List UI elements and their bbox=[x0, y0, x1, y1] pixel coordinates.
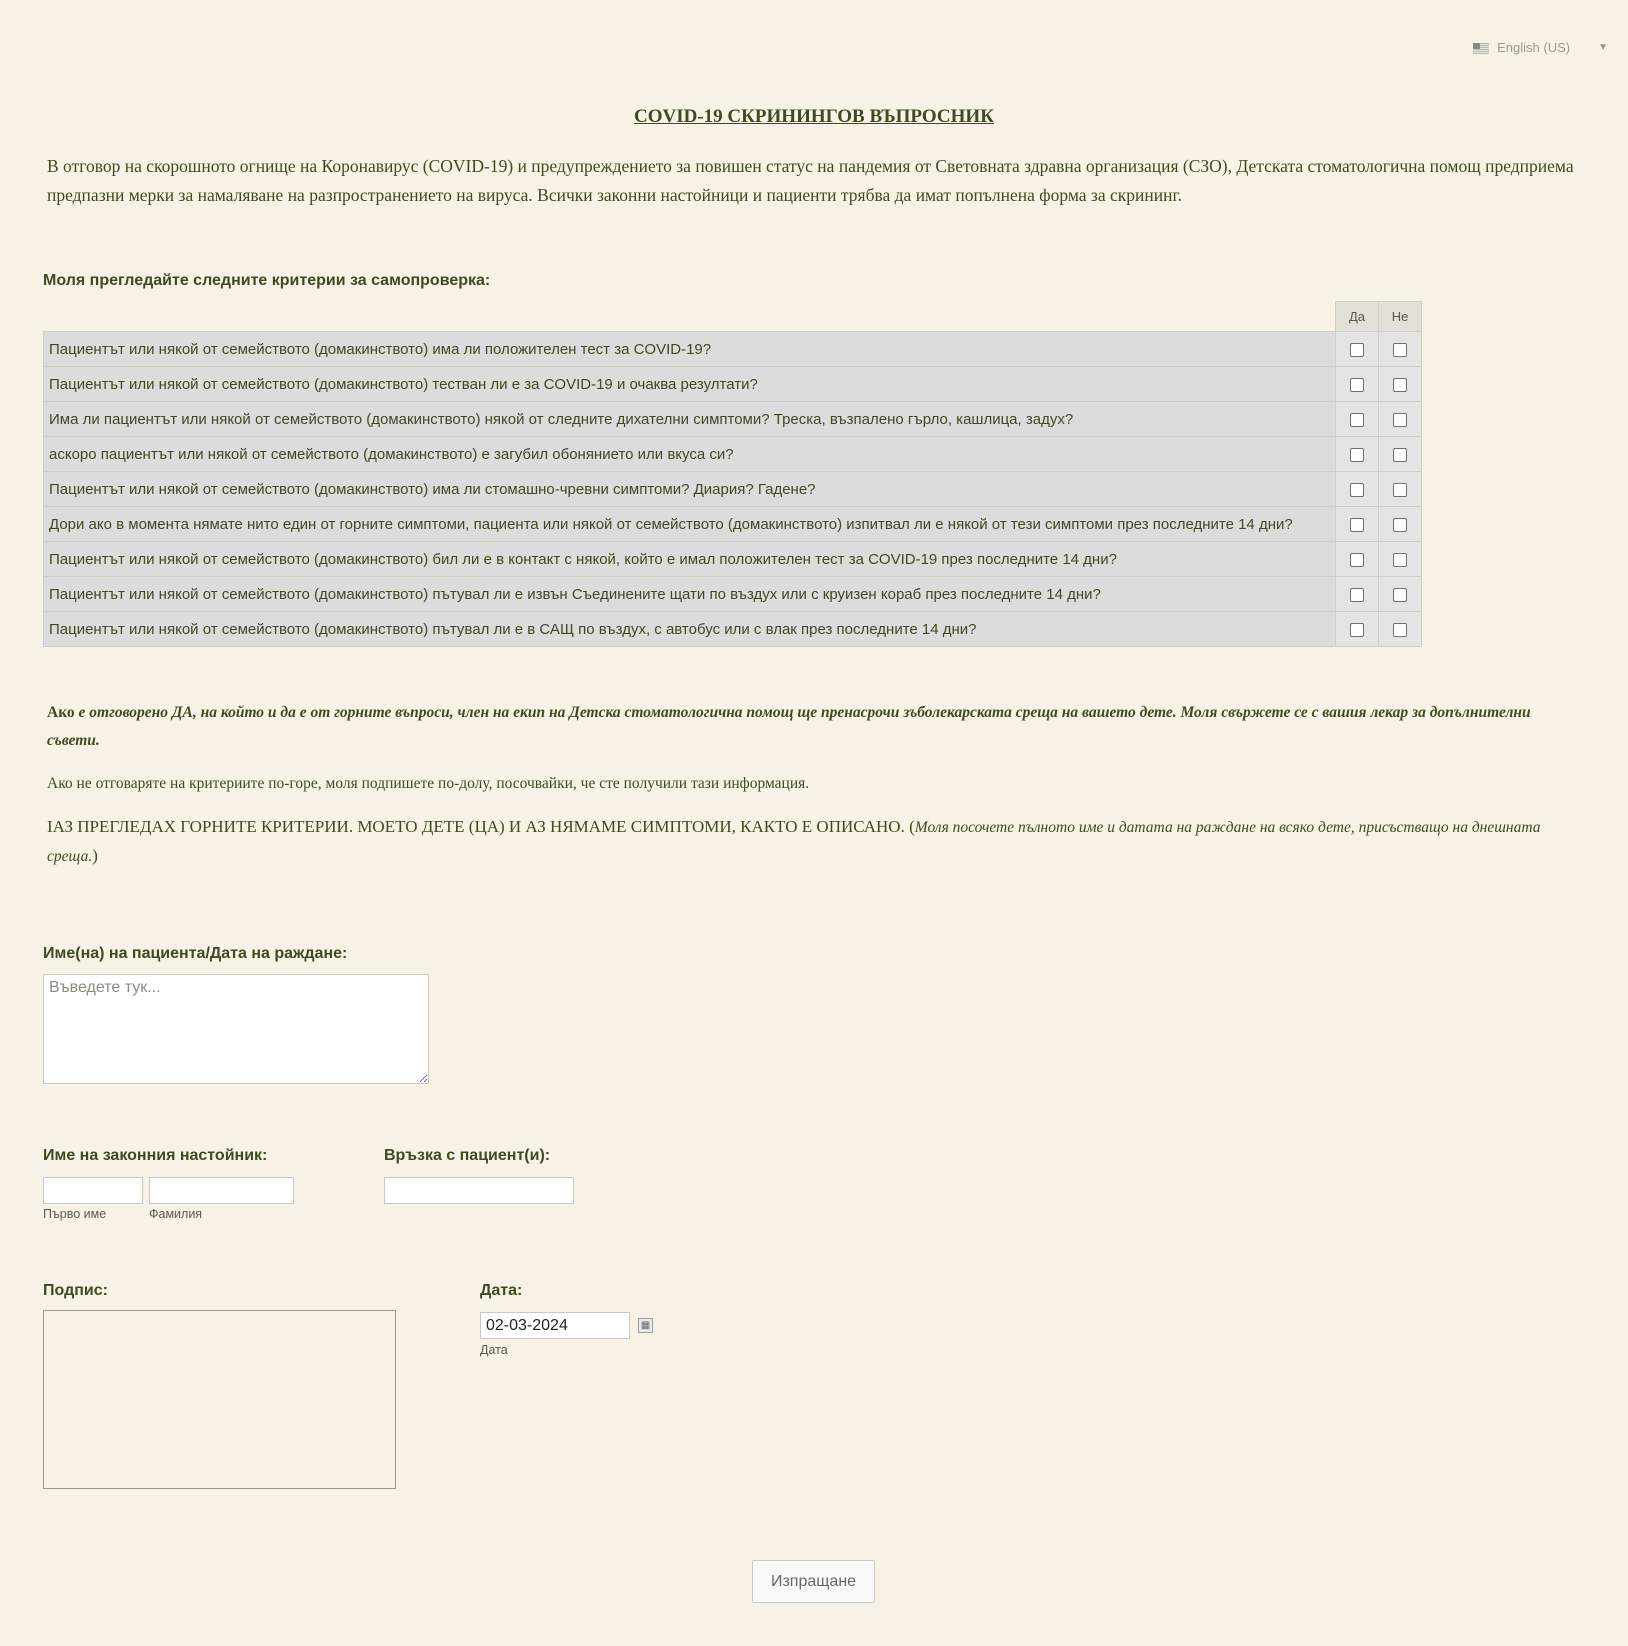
criteria-label: Моля прегледайте следните критерии за самопроверка: bbox=[43, 272, 491, 289]
notice-rest: е отговорено ДА, на който и да е от горните въпроси, член на екип на Детска стоматологична помощ ще пренасрочи зъболекарската среща на вашето дете. Моля свържете се с вашия лекар за допълнителни съвети. bbox=[47, 704, 1531, 749]
no-checkbox[interactable] bbox=[1393, 623, 1407, 637]
relation-input[interactable] bbox=[384, 1177, 574, 1204]
table-row bbox=[44, 332, 1422, 367]
question-text: Пациентът или някой от семейството (домакинството) има ли положителен тест за COVID-19? bbox=[44, 332, 1336, 367]
table-row bbox=[44, 542, 1422, 577]
signature-pad[interactable] bbox=[43, 1310, 396, 1489]
submit-button[interactable]: Изпращане bbox=[752, 1560, 875, 1603]
table-row bbox=[44, 507, 1422, 542]
yes-checkbox[interactable] bbox=[1350, 623, 1364, 637]
question-text: аскоро пациентът или някой от семейството (домакинството) е загубил обонянието или вкуса си? bbox=[44, 437, 1336, 472]
table-row bbox=[44, 367, 1422, 402]
affirmation-italic: Моля посочете пълното име и датата на раждане на всяко дете, присъстващо на днешната среща. bbox=[47, 819, 1541, 865]
matrix-header-blank bbox=[44, 302, 1336, 332]
relation-label: Връзка с пациент(и): bbox=[384, 1147, 551, 1164]
first-name-sublabel: Първо име bbox=[43, 1207, 107, 1221]
date-input[interactable] bbox=[480, 1312, 630, 1339]
calendar-icon[interactable]: ▦ bbox=[638, 1318, 653, 1333]
question-text: Пациентът или някой от семейството (домакинството) бил ли е в контакт с някой, който е имал положителен тест за COVID-19 през последните 14 дни? bbox=[44, 542, 1336, 577]
yes-checkbox[interactable] bbox=[1350, 483, 1364, 497]
patient-label: Име(на) на пациента/Дата на раждане: bbox=[43, 945, 348, 962]
table-row bbox=[44, 577, 1422, 612]
yes-checkbox[interactable] bbox=[1350, 518, 1364, 532]
yes-checkbox[interactable] bbox=[1350, 588, 1364, 602]
yes-answer-notice bbox=[47, 699, 1537, 755]
affirmation-close: ) bbox=[92, 846, 98, 865]
column-no: Не bbox=[1379, 302, 1422, 332]
question-text: Пациентът или някой от семейството (домакинството) пътувал ли е извън Съединените щати по въздух или с круизен кораб през последните 14 дни? bbox=[44, 577, 1336, 612]
chevron-down-icon: ▼ bbox=[1598, 42, 1608, 53]
yes-checkbox[interactable] bbox=[1350, 343, 1364, 357]
us-flag-icon bbox=[1473, 42, 1489, 53]
no-checkbox[interactable] bbox=[1393, 483, 1407, 497]
info-text: Ако не отговаряте на критериите по-горе, моля подпишете по-долу, посочвайки, че сте получили тази информация. bbox=[47, 775, 810, 792]
yes-checkbox[interactable] bbox=[1350, 413, 1364, 427]
affirmation-text bbox=[47, 813, 1547, 871]
yes-checkbox[interactable] bbox=[1350, 553, 1364, 567]
affirmation-main: IАЗ ПРЕГЛЕДАХ ГОРНИТЕ КРИТЕРИИ. МОЕТО ДЕТЕ (ЦА) И АЗ НЯМАМЕ СИМПТОМИ, КАКТО Е ОПИСАНО. ( bbox=[47, 817, 915, 836]
notice-lead: Ако bbox=[47, 704, 75, 721]
yes-checkbox[interactable] bbox=[1350, 378, 1364, 392]
intro-text: В отговор на скорошното огнище на Коронавирус (COVID-19) и предупреждението за повишен статус на пандемия от Световната здравна организация (СЗО), Детската стоматологична помощ предприема предпазни мерки за намаляване на разпространението на вируса. Всички законни настойници и пациенти трябва да имат попълнена форма за скрининг. bbox=[47, 156, 1574, 205]
yes-checkbox[interactable] bbox=[1350, 448, 1364, 462]
language-label: English (US) bbox=[1497, 40, 1571, 55]
question-text: Има ли пациентът или някой от семейството (домакинството) някой от следните дихателни симптоми? Треска, възпалено гърло, кашлица, задух? bbox=[44, 402, 1336, 437]
guardian-last-name-input[interactable] bbox=[149, 1177, 294, 1204]
column-yes: Да bbox=[1336, 302, 1379, 332]
guardian-first-name-input[interactable] bbox=[43, 1177, 143, 1204]
question-text: Пациентът или някой от семейството (домакинството) тестван ли е за COVID-19 и очаква резултати? bbox=[44, 367, 1336, 402]
patient-name-dob-input[interactable] bbox=[43, 974, 429, 1084]
signature-label: Подпис: bbox=[43, 1282, 108, 1299]
table-row bbox=[44, 437, 1422, 472]
form-title: COVID-19 СКРИНИНГОВ ВЪПРОСНИК bbox=[634, 106, 994, 127]
no-checkbox[interactable] bbox=[1393, 553, 1407, 567]
last-name-sublabel: Фамилия bbox=[149, 1207, 203, 1221]
guardian-label: Име на законния настойник: bbox=[43, 1147, 268, 1164]
criteria-matrix bbox=[43, 301, 1422, 647]
question-text: Пациентът или някой от семейството (домакинството) има ли стомашно-чревни симптоми? Диария? Гадене? bbox=[44, 472, 1336, 507]
table-row bbox=[44, 402, 1422, 437]
date-sublabel: Дата bbox=[480, 1343, 508, 1357]
question-text: Дори ако в момента нямате нито един от горните симптоми, пациента или някой от семейството (домакинството) изпитвал ли е някой от тези симптоми през последните 14 дни? bbox=[44, 507, 1336, 542]
question-text: Пациентът или някой от семейството (домакинството) пътувал ли е в САЩ по въздух, с автобус или с влак през последните 14 дни? bbox=[44, 612, 1336, 647]
no-checkbox[interactable] bbox=[1393, 588, 1407, 602]
date-label: Дата: bbox=[480, 1282, 523, 1299]
no-checkbox[interactable] bbox=[1393, 378, 1407, 392]
table-row bbox=[44, 612, 1422, 647]
no-checkbox[interactable] bbox=[1393, 448, 1407, 462]
table-row bbox=[44, 472, 1422, 507]
language-selector[interactable] bbox=[1473, 40, 1608, 55]
no-checkbox[interactable] bbox=[1393, 518, 1407, 532]
no-checkbox[interactable] bbox=[1393, 413, 1407, 427]
no-checkbox[interactable] bbox=[1393, 343, 1407, 357]
